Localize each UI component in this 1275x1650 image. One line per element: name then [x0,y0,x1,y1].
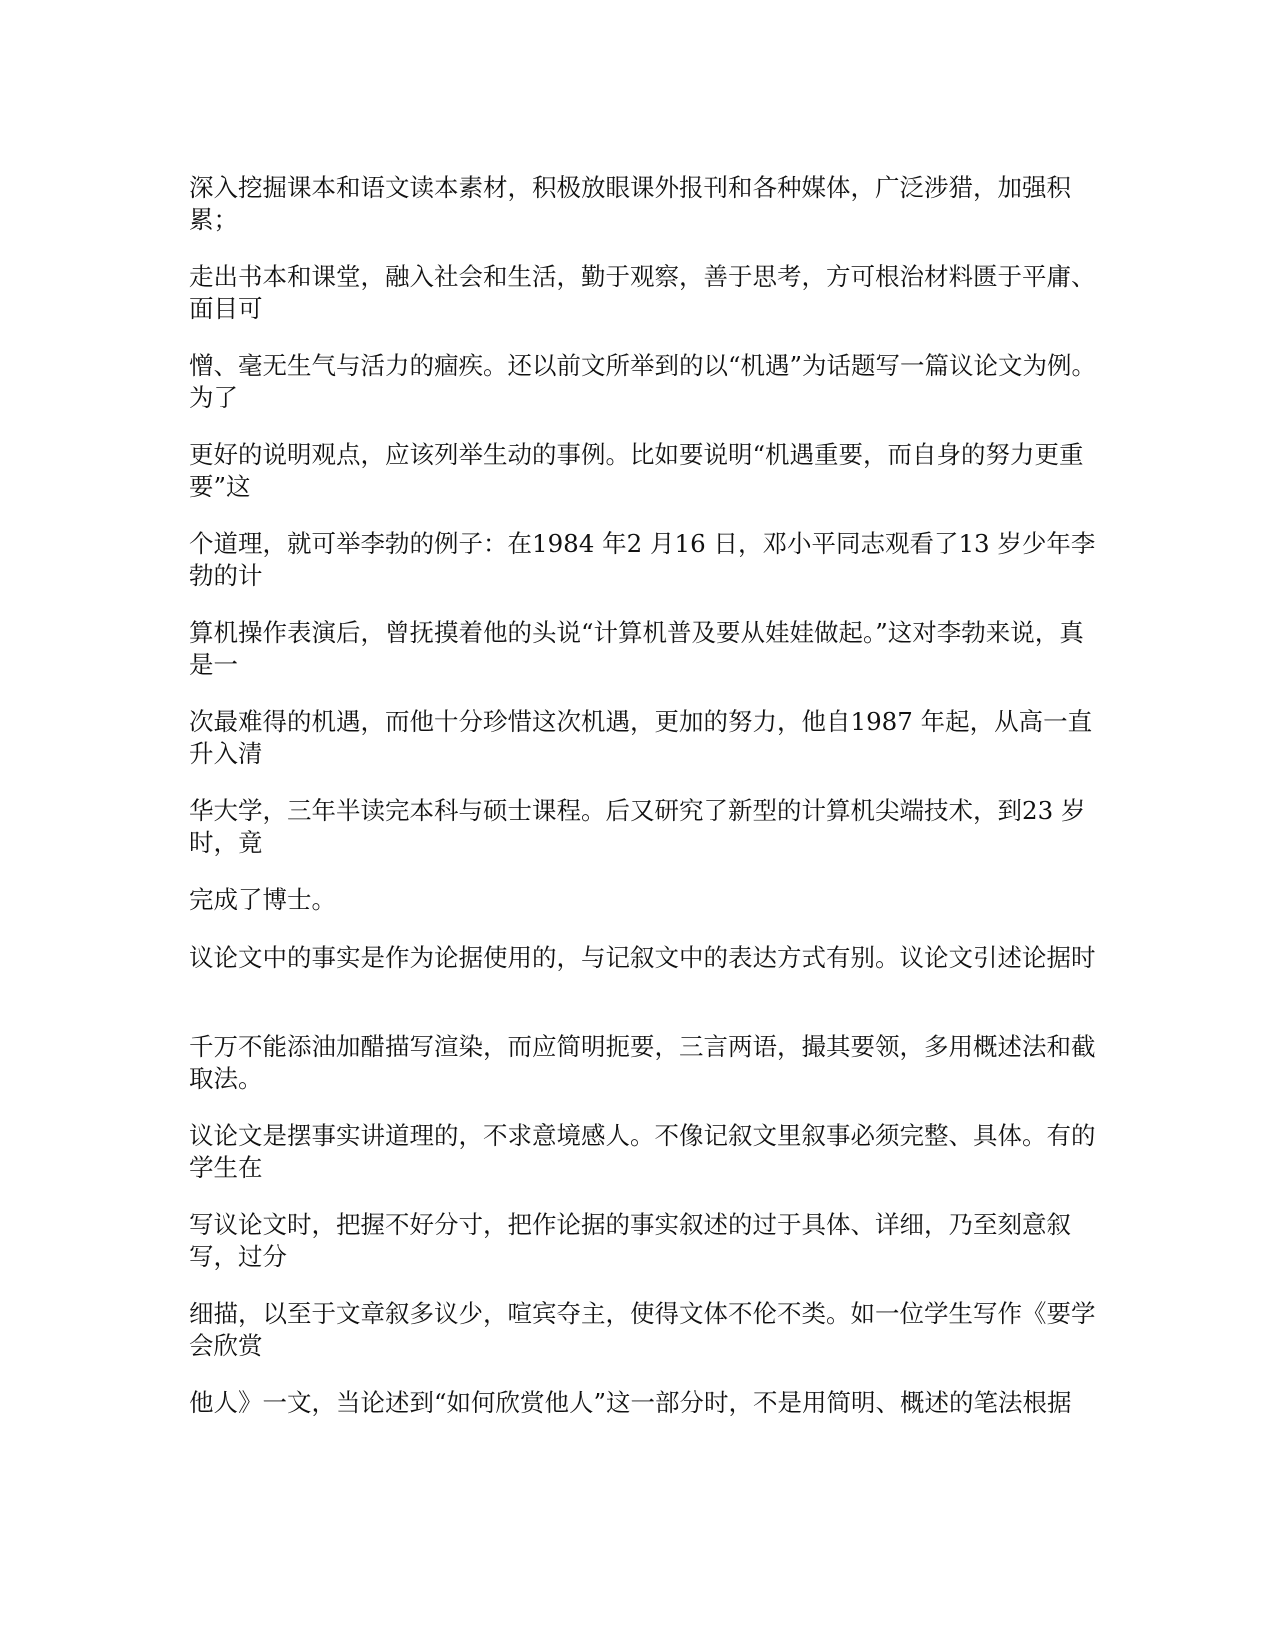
paragraph-6: 算机操作表演后，曾抚摸着他的头说“计算机普及要从娃娃做起。”这对李勃来说，真是一 [189,618,1084,679]
paragraph-14: 细描，以至于文章叙多议少，喧宾夺主，使得文体不伦不类。如一位学生写作《要学会欣赏 [189,1299,1096,1360]
paragraph-4: 更好的说明观点，应该列举生动的事例。比如要说明“机遇重要，而自身的努力更重要”这 [189,440,1084,501]
paragraph-11: 千万不能添油加醋描写渲染，而应简明扼要，三言两语，撮其要领，多用概述法和截取法。 [189,1032,1096,1093]
paragraph-3: 憎、毫无生气与活力的痼疾。还以前文所举到的以“机遇”为话题写一篇议论文为例。为了 [189,351,1097,412]
paragraph-2: 走出书本和课堂，融入社会和生活，勤于观察，善于思考，方可根治材料匮于平庸、面目可 [189,262,1096,323]
paragraph-1: 深入挖掘课本和语文读本素材，积极放眼课外报刊和各种媒体，广泛涉猎，加强积累； [189,173,1071,234]
paragraph-12: 议论文是摆事实讲道理的，不求意境感人。不像记叙文里叙事必须完整、具体。有的学生在 [189,1121,1096,1182]
paragraph-5: 个道理，就可举李勃的例子：在1984 年2 月16 日，邓小平同志观看了13 岁少年李勃的计 [189,529,1096,590]
paragraph-13: 写议论文时，把握不好分寸，把作论据的事实叙述的过于具体、详细，乃至刻意叙写，过分 [189,1210,1071,1271]
paragraph-10: 议论文中的事实是作为论据使用的，与记叙文中的表达方式有别。议论文引述论据时 [189,943,1096,972]
paragraph-7: 次最难得的机遇，而他十分珍惜这次机遇，更加的努力，他自1987 年起，从高一直升入清 [189,707,1093,768]
paragraph-9: 完成了博士。 [189,885,336,914]
paragraph-15: 他人》一文，当论述到“如何欣赏他人”这一部分时，不是用简明、概述的笔法根据 [189,1388,1072,1417]
paragraph-8: 华大学，三年半读完本科与硕士课程。后又研究了新型的计算机尖端技术，到23 岁时，竟 [189,796,1086,857]
